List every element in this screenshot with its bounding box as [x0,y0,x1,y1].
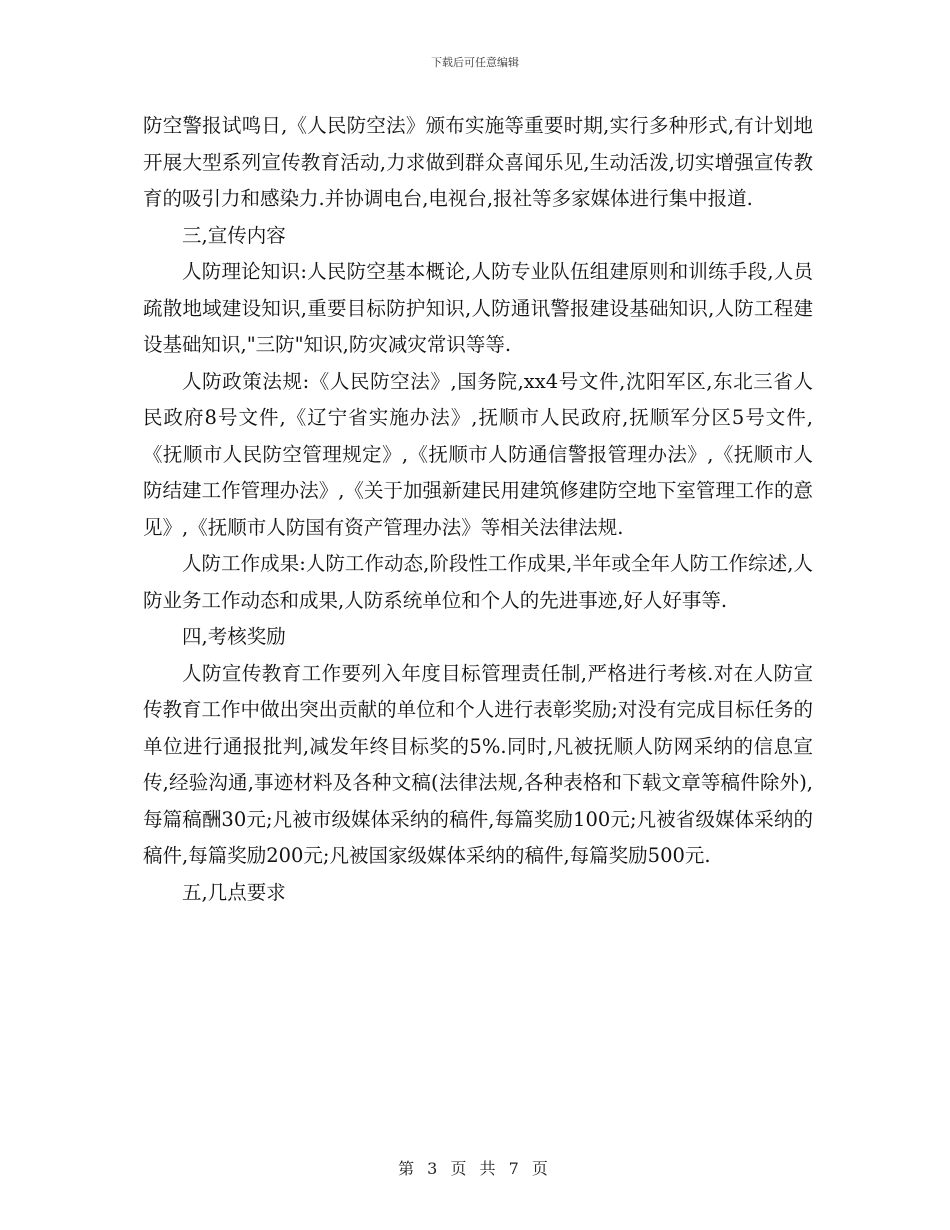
paragraph-assessment-details: 人防宣传教育工作要列入年度目标管理责任制,严格进行考核.对在人防宣传教育工作中做出突出贡献的单位和个人进行表彰奖励;对没有完成目标任务的单位进行通报批判,减发年终目标奖的5%.同时,凡被抚顺人防网采纳的信息宣传,经验沟通,事迹材料及各种文稿(法律法规,各种表格和下载文章等稿件除外),每篇稿酬30元;凡被市级媒体采纳的稿件,每篇奖励100元;凡被省级媒体采纳的稿件,每篇奖励200元;凡被国家级媒体采纳的稿件,每篇奖励500元. [143,661,813,867]
paragraph-theory-knowledge: 人防理论知识:人民防空基本概论,人防专业队伍组建原则和训练手段,人员疏散地域建设知识,重要目标防护知识,人防通讯警报建设基础知识,人防工程建设基础知识,"三防"知识,防灾减灾常识等等. [143,260,813,356]
paragraph-work-achievements: 人防工作成果:人防工作动态,阶段性工作成果,半年或全年人防工作综述,人防业务工作动态和成果,人防系统单位和个人的先进事迹,好人好事等. [143,552,813,612]
page-header-note: 下载后可任意编辑 [431,56,519,69]
paragraph-publicity-activities: 防空警报试鸣日,《人民防空法》颁布实施等重要时期,实行多种形式,有计划地开展大型系列宣传教育活动,力求做到群众喜闻乐见,生动活泼,切实增强宣传教育的吸引力和感染力.并协调电台,电视台,报社等多家媒体进行集中报道. [143,114,813,210]
document-body [143,108,813,911]
section-heading-publicity-content: 三,宣传内容 [182,223,286,247]
page-number: 第 3 页 共 7 页 [398,1159,552,1178]
paragraph-policy-regulations: 人防政策法规:《人民防空法》,国务院,xx4号文件,沈阳军区,东北三省人民政府8号文件,《辽宁省实施办法》,抚顺市人民政府,抚顺军分区5号文件,《抚顺市人民防空管理规定》,《抚顺市人防通信警报管理办法》,《抚顺市人防结建工作管理办法》,《关于加强新建民用建筑修建防空地下室管理工作的意见》,《抚顺市人防国有资产管理办法》等相关法律法规. [143,369,813,539]
section-heading-assessment-rewards: 四,考核奖励 [182,625,286,648]
section-heading-requirements: 五,几点要求 [182,880,286,904]
